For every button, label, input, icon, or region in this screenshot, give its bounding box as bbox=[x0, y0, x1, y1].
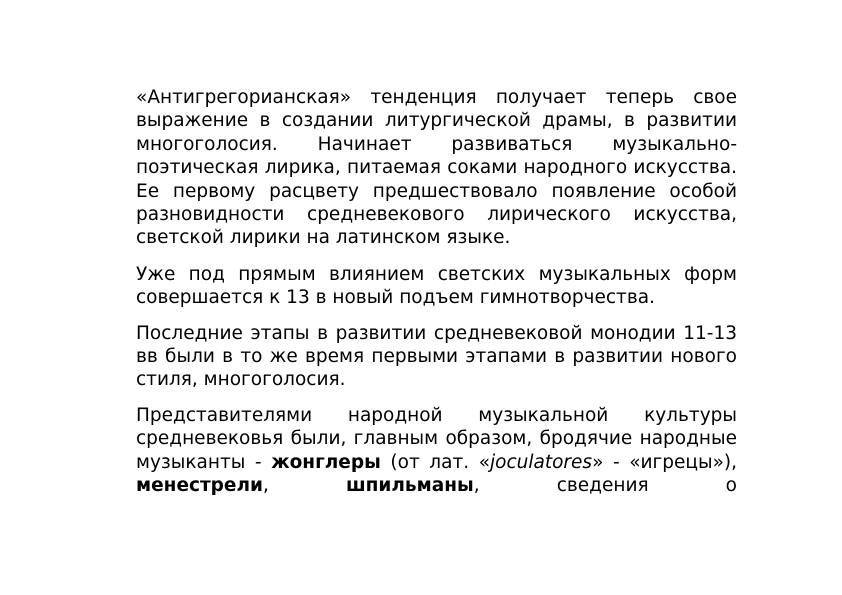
term-minstrels: менестрели bbox=[136, 475, 263, 497]
latin-translation: » - «игрецы»), bbox=[592, 451, 738, 473]
text-block bbox=[136, 86, 737, 510]
term-separator: , bbox=[263, 475, 346, 497]
paragraph-hymn-creation: Уже под прямым влиянием светских музыкальных форм совершается к 13 в новый подъем гимнотворчества. bbox=[136, 263, 737, 309]
term-spielmans: шпильманы bbox=[345, 475, 474, 497]
latin-prefix: (от лат. « bbox=[380, 451, 491, 473]
paragraph-folk-musicians bbox=[136, 404, 737, 498]
latin-term: joculatores bbox=[490, 451, 593, 473]
paragraph-tail: , сведения о bbox=[473, 475, 738, 497]
term-jugglers: жонглеры bbox=[271, 451, 381, 473]
paragraph-monody-stages: Последние этапы в развитии средневековой монодии 11-13 вв были в то же время первыми этапами в развитии нового стиля, многоголосия. bbox=[136, 322, 737, 391]
paragraph-liturgical-drama: «Антигрегорианская» тенденция получает теперь свое выражение в создании литургической драмы, в развитии многоголосия. Начинает развиваться музыкально-поэтическая лирика, питаемая соками народного искусства. Ее первому расцвету предшествовало появление особой разновидности средневекового лирического искусства, светской лирики на латинском языке. bbox=[136, 87, 737, 249]
folk-musicians-intro: Представителями народной музыкальной культуры средневековья были, главным образом, бродячие народные музыканты - bbox=[136, 404, 737, 473]
